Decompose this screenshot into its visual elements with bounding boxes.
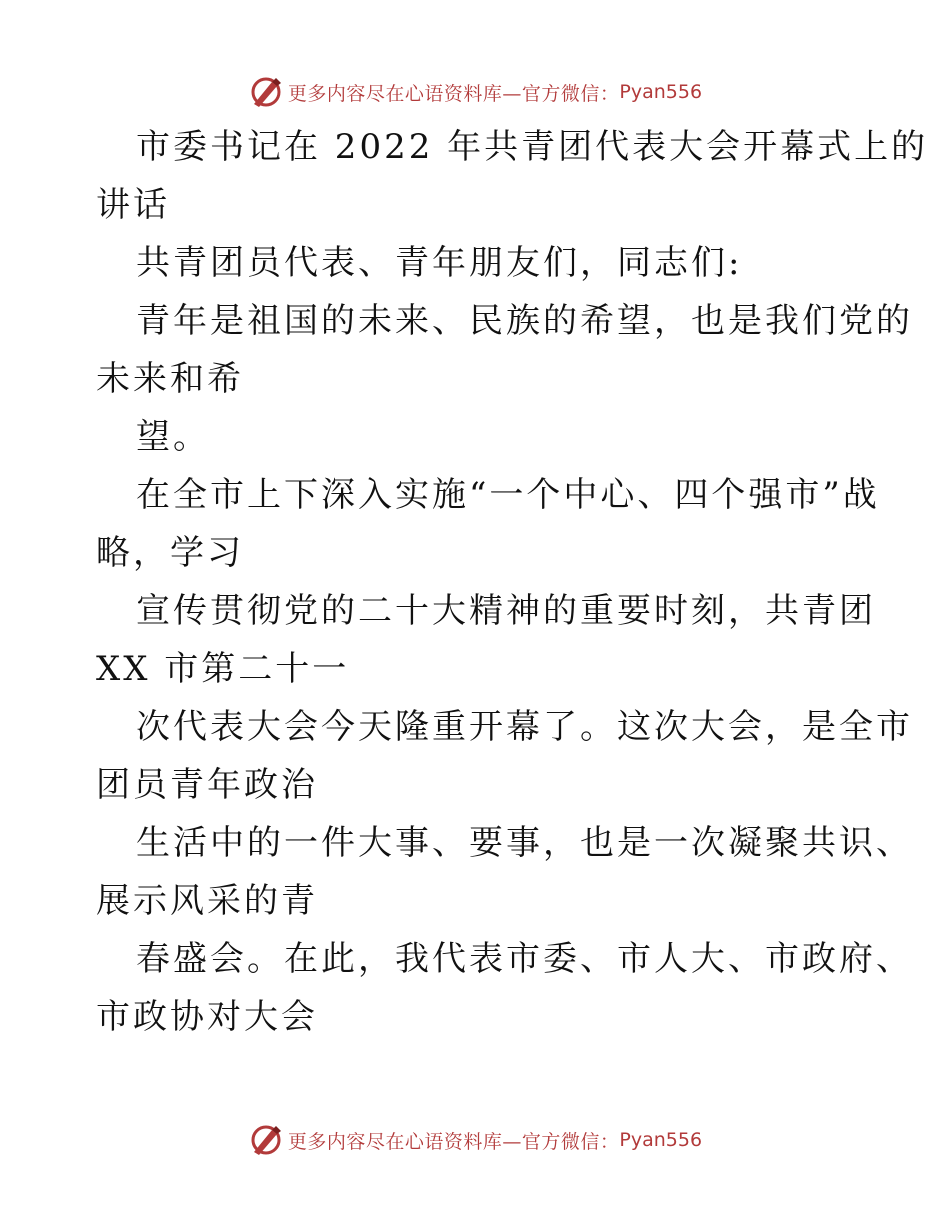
- body-line: 青年是祖国的未来、民族的希望，也是我们党的: [136, 301, 913, 341]
- body-line: XX 市第二十一: [96, 649, 350, 689]
- watermark-wechat-id: Pyan556: [619, 1129, 703, 1151]
- pen-logo-icon: [248, 1122, 284, 1158]
- header-watermark: [0, 72, 950, 112]
- watermark-text: 更多内容尽在心语资料库—官方微信：: [287, 1130, 620, 1153]
- body-line: 共青团员代表、青年朋友们，同志们:: [136, 243, 743, 283]
- body-line: 次代表大会今天隆重开幕了。这次大会，是全市: [136, 707, 913, 747]
- document-body: [96, 118, 929, 1046]
- body-line: 未来和希: [96, 359, 244, 399]
- body-line: 生活中的一件大事、要事，也是一次凝聚共识、: [136, 823, 913, 863]
- body-line: 团员青年政治: [96, 765, 318, 805]
- body-line: 在全市上下深入实施“一个中心、四个强市”战: [136, 475, 880, 515]
- watermark-text: 更多内容尽在心语资料库—官方微信：: [287, 82, 620, 105]
- watermark-wechat-id: Pyan556: [619, 81, 703, 103]
- body-line: 略，学习: [96, 533, 244, 573]
- footer-watermark: [0, 1120, 950, 1160]
- body-line: 春盛会。在此，我代表市委、市人大、市政府、: [136, 939, 913, 979]
- body-line: 市政协对大会: [96, 997, 318, 1037]
- body-line: 望。: [136, 417, 210, 457]
- pen-logo-icon: [248, 74, 284, 110]
- body-line: 宣传贯彻党的二十大精神的重要时刻，共青团: [136, 591, 876, 631]
- body-line: 市委书记在 2022 年共青团代表大会开幕式上的: [136, 127, 929, 167]
- body-line: 讲话: [96, 185, 170, 225]
- body-line: 展示风采的青: [96, 881, 318, 921]
